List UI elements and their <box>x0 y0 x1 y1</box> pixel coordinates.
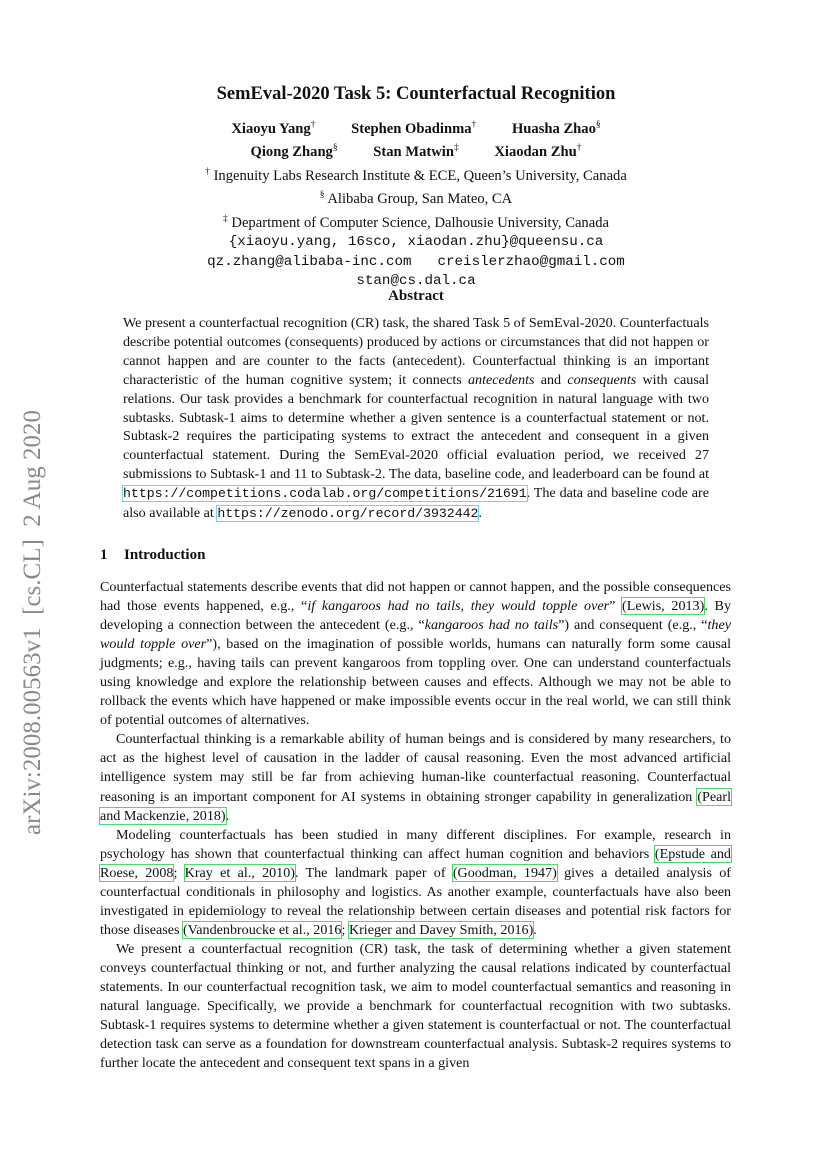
author-name: Huasha Zhao§ <box>511 120 601 137</box>
arxiv-stamp <box>2 360 54 840</box>
citation-link[interactable]: (Goodman, 1947) <box>452 864 557 881</box>
author-name: Xiaoyu Yang† <box>231 120 316 137</box>
arxiv-stamp-text: arXiv:2008.00563v1 [cs.CL] 2 Aug 2020 <box>19 410 46 835</box>
paragraph: Modeling counterfactuals has been studied in many different disciplines. For example, research in psychology has shown that counterfactual thinking can affect human cognition and behaviors (Epstude and Roese, 2008; Kray et al., 2010). The landmark paper of (Goodman, 1947) gives a detailed analysis of counterfactual conditionals in philosophy and logistics. As another example, counterfactuals have also been investigated in epidemiology to reveal the relationship between certain diseases and potential risk factors for those diseases (Vandenbroucke et al., 2016; Krieger and Davey Smith, 2016). <box>100 826 731 938</box>
author-name: Stephen Obadinma† <box>351 120 477 137</box>
citation-link[interactable]: Kray et al., 2010) <box>184 864 295 881</box>
email-line: stan@cs.dal.ca <box>356 273 476 290</box>
codalab-link[interactable]: https://competitions.codalab.org/competitions/21691 <box>123 486 527 502</box>
email-line: qz.zhang@alibaba-inc.com creislerzhao@gmail.com <box>207 253 625 270</box>
paragraph: Counterfactual thinking is a remarkable ability of human beings and is considered by many researchers, to act as the highest level of causation in the ladder of causal reasoning. Even the most advanced artificial intelligence system may still be far from achieving human-like counterfactual reasoning. Counterfactual reasoning is an important component for AI systems in obtaining stronger capability in generalization (Pearl and Mackenzie, 2018). <box>100 731 731 824</box>
author-row-2 <box>100 139 732 162</box>
paper-title: SemEval-2020 Task 5: Counterfactual Recognition <box>216 84 616 104</box>
author-name: Xiaodan Zhu† <box>494 143 582 161</box>
citation-link[interactable]: (Pearl and Mackenzie, 2018) <box>100 788 731 824</box>
zenodo-link[interactable]: https://zenodo.org/record/3932442 <box>217 506 479 522</box>
citation-link[interactable]: (Vandenbroucke et al., 2016 <box>182 921 342 938</box>
citation-link[interactable]: (Lewis, 2013) <box>622 598 705 615</box>
paragraph: Counterfactual statements describe events that did not happen or cannot happen, and the possible consequences had those events happened, e.g., “if kangaroos had no tails, they would topple over” (Lewis, 2013). By developing a connection between the antecedent (e.g., “kangaroos had no tails”) and consequent (e.g., “they would topple over”), based on the imagination of possible worlds, humans can naturally form some causal judgments; e.g., having tails can prevent kangaroos from toppling over. One can understand counterfactuals using knowledge and explore the relationship between causes and effects. Although we may not be able to rollback the events which have happened or make impossible events occur in the real world, we can still think of potential outcomes of alternatives. <box>100 579 731 729</box>
author-name: Stan Matwin‡ <box>373 143 459 161</box>
abstract-text: We present a counterfactual recognition (CR) task, the shared Task 5 of SemEval-2020. Counterfactuals describe potential outcomes (consequents) produced by actions or circumstances that did not happen or cannot happen and are counter to the facts (antecedent). Counterfactual thinking is an important characteristic of the human cognitive system; it connects antecedents and consequents with causal relations. Our task provides a benchmark for counterfactual recognition in natural language with two subtasks. Subtask-1 aims to determine whether a given sentence is a counterfactual statement or not. Subtask-2 requires the participating systems to extract the antecedent and consequent in a given counterfactual statement. During the SemEval-2020 official evaluation period, we received 27 submissions to Subtask-1 and 11 to Subtask-2. The data, baseline code, and leaderboard can be found at https://competitions.codalab.org/competitions/21691. The data and baseline code are also available at https://zenodo.org/record/3932442. <box>123 315 709 522</box>
affiliation: ‡ Department of Computer Science, Dalhousie University, Canada <box>223 213 609 231</box>
introduction-body <box>100 578 731 1073</box>
citation-link[interactable]: (Epstude and Roese, 2008 <box>100 845 731 881</box>
author-name: Qiong Zhang§ <box>250 143 338 161</box>
author-row-1 <box>100 116 732 139</box>
paragraph: We present a counterfactual recognition (CR) task, the task of determining whether a given statement conveys counterfactual thinking or not, and further analyzing the causal relations indicated by counterfactual statements. In our counterfactual recognition task, we aim to model counterfactual semantics and reasoning in natural language. Specifically, we provide a benchmark for counterfactual recognition with two subtasks. Subtask-1 requires systems to determine whether a given statement is counterfactual or not. The counterfactual detection task can serve as a foundation for downstream counterfactual analysis. Subtask-2 requires systems to further locate the antecedent and consequent text spans in a given <box>100 940 731 1072</box>
citation-link[interactable]: Krieger and Davey Smith, 2016) <box>348 921 534 938</box>
affiliation: † Ingenuity Labs Research Institute & ECE, Queen’s University, Canada <box>205 166 627 184</box>
email-line: {xiaoyu.yang, 16sco, xiaodan.zhu}@queensu.ca <box>228 234 604 251</box>
affiliation: § Alibaba Group, San Mateo, CA <box>319 190 513 208</box>
author-block <box>100 116 732 292</box>
abstract-heading: Abstract <box>388 288 444 304</box>
section-heading: 1 Introduction <box>100 547 206 563</box>
